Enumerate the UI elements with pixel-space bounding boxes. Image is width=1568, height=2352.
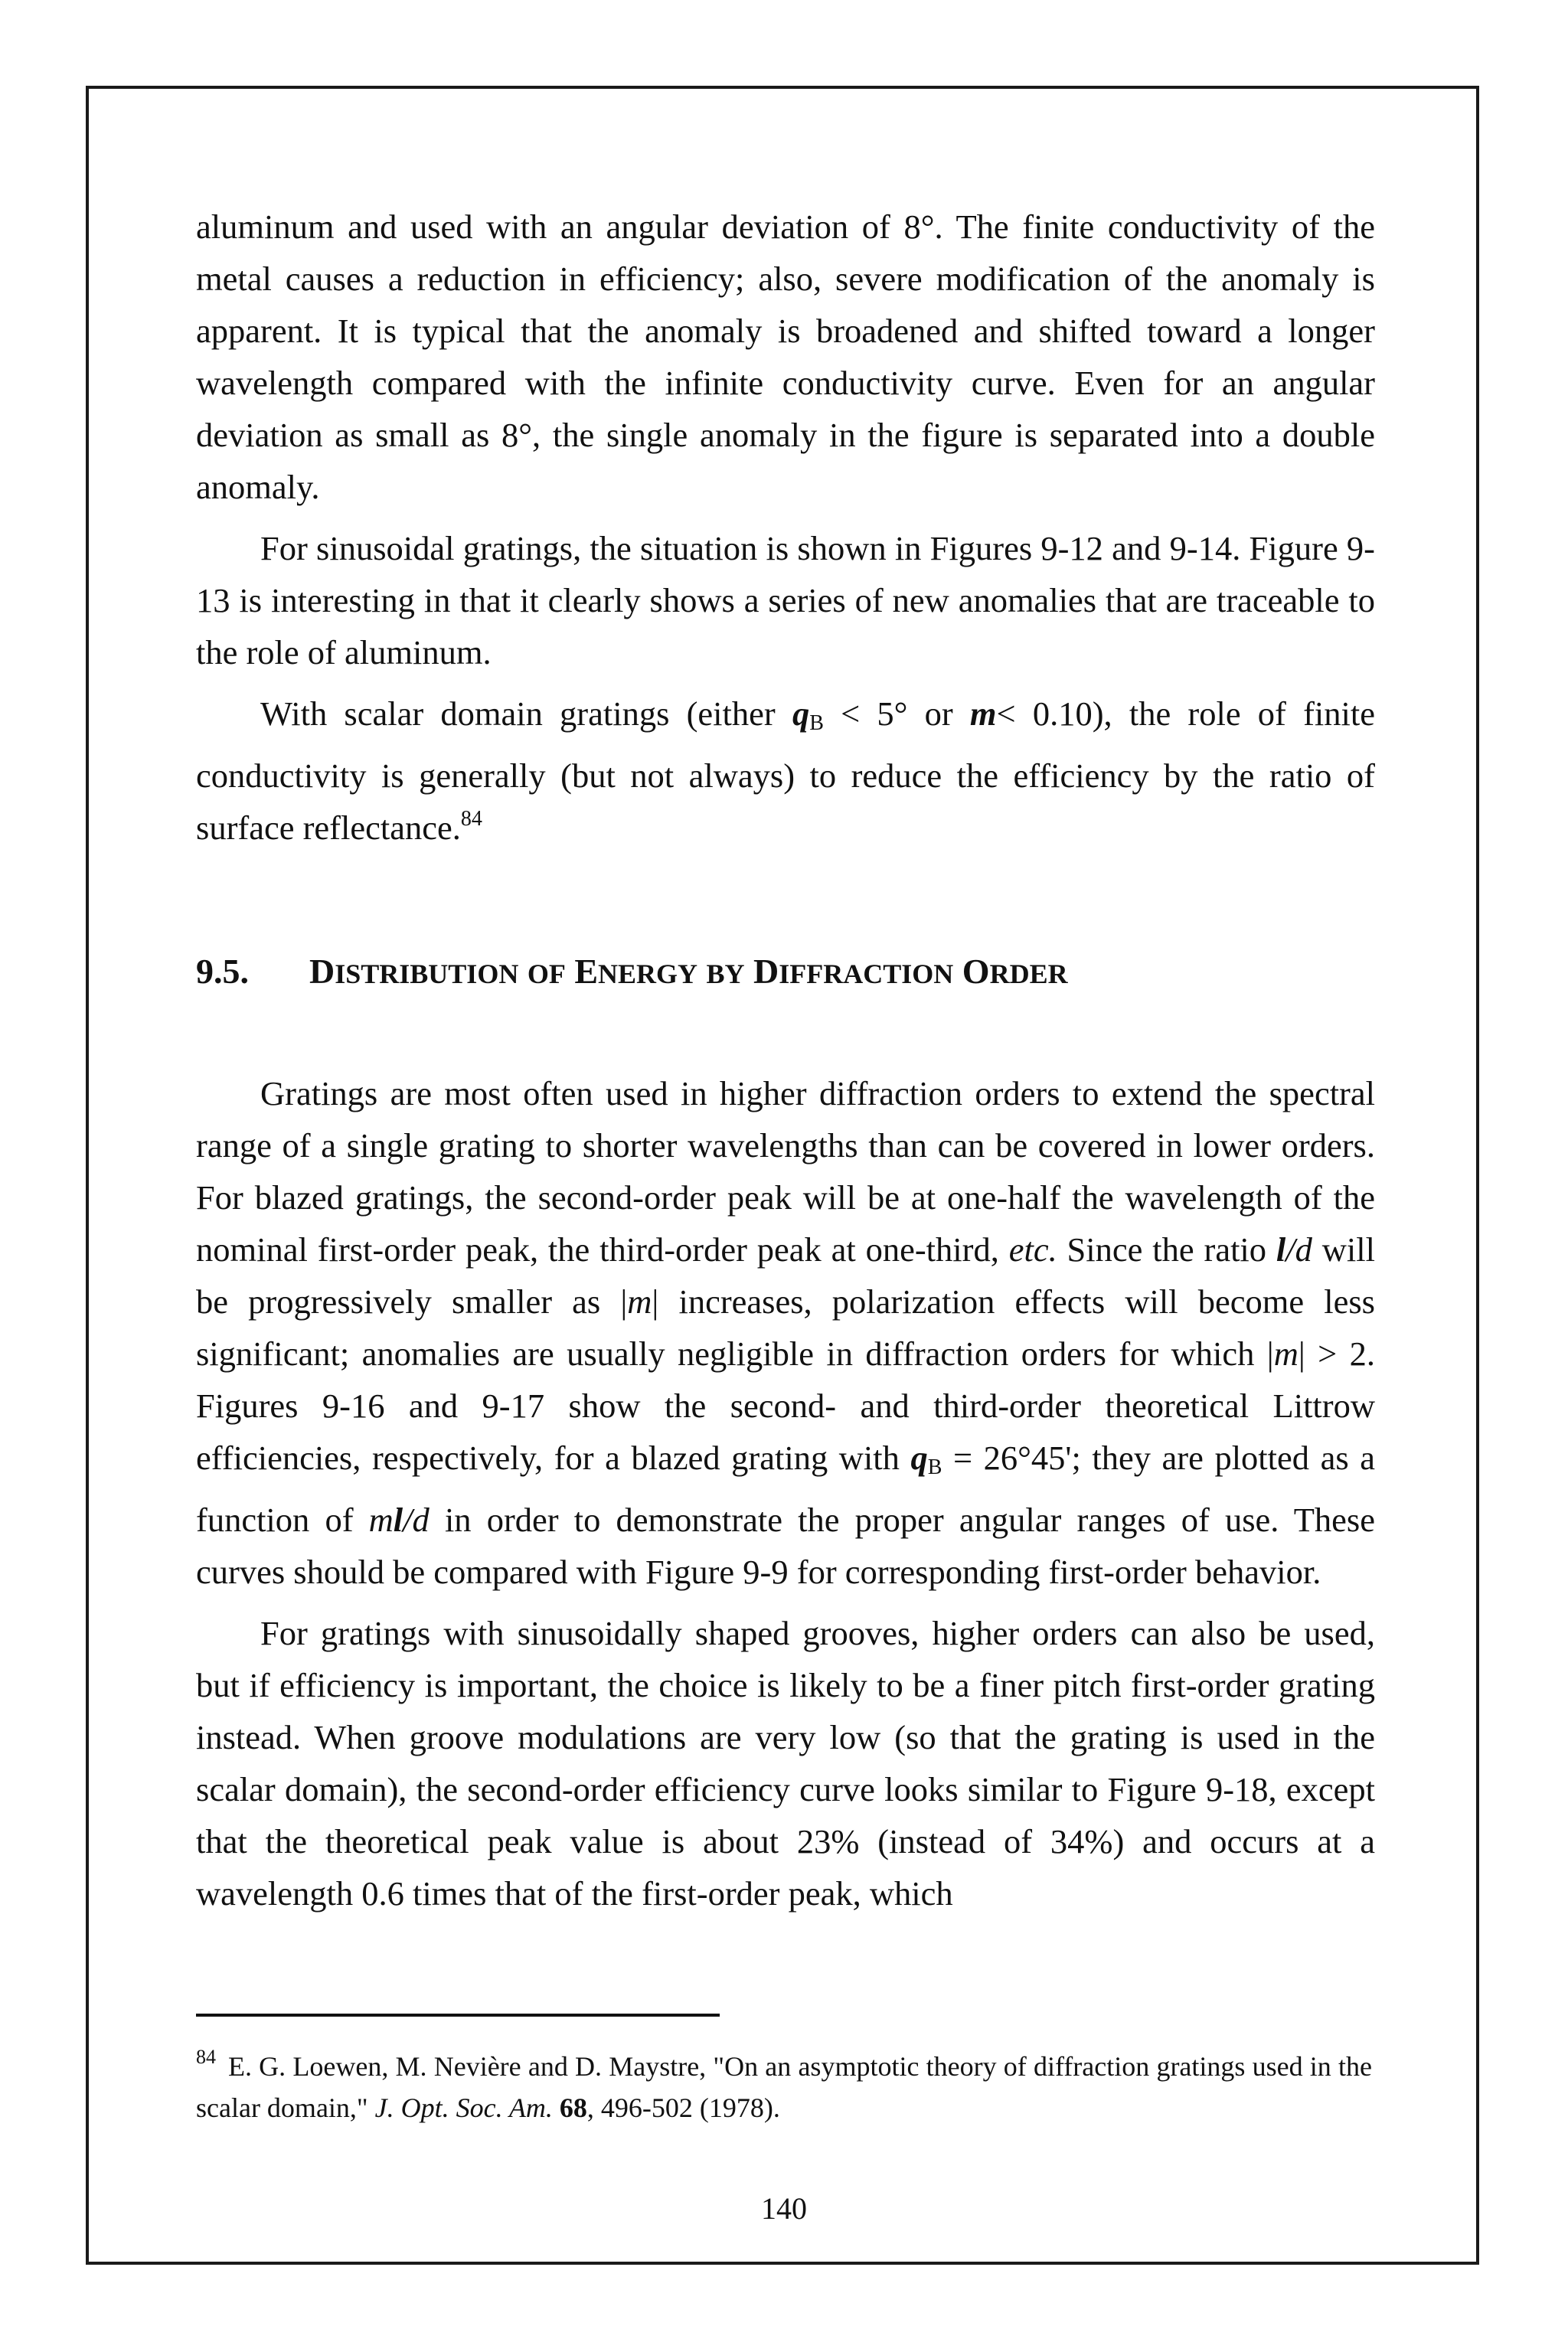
journal-volume: 68 [559,2092,587,2123]
paragraph-5: For gratings with sinusoidally shaped grooves, higher orders can also be used, but if efficiency is important, the choice is likely to be a finer pitch first-order grating instead. When groove modulations are very low (so that the grating is used in the scalar domain), the second-order efficiency curve looks similar to Figure 9-18, except that the theoretical peak value is about 23% (instead of 34%) and occurs at a wavelength 0.6 times that of the first-order peak, which [196,1614,1375,1913]
footnote: $^{84}$ E. G. Loewen, M. Nevière and D. Maystre, "On an asymptotic theory of diffraction gratings used in the scalar domain," J. Opt. Soc. Am. 68, 496-502 (1978). [196,2046,1372,2123]
paragraph-3 [196,688,1375,854]
paragraph-4: Gratings are most often used in higher diffraction orders to extend the spectral range of a single grating to shorter wavelengths than can be covered in lower orders. For blazed gratings, the second-order peak will be at one-half the wavelength of the nominal first-order peak, the third-order peak at one-third, etc. Since the ratio l/d will be progressively smaller as |m| increases, polarization effects will become less significant; anomalies are usually negligible in diffraction orders for which |m| > 2. Figures 9-16 and 9-17 show the second- and third-order theoretical Littrow efficiencies, respectively, for a blazed grating with $q_B = 26^\circ 45'$; they are plotted as a function of ml/d in order to demonstrate the proper angular ranges of use. These curves should be compared with Figure 9-9 for corresponding first-order behavior. [196,1074,1376,1591]
footnote-reference: 84 [460,807,482,831]
p3-text-2: < 5° or [823,694,970,733]
subscript-b: B [809,711,824,735]
paragraph-2: For sinusoidal gratings, the situation is shown in Figures 9-12 and 9-14. Figure 9-13 is interesting in that it clearly shows a series of new anomalies that are traceable to the role of aluminum. [196,529,1375,671]
section-number: 9.5. [196,952,249,991]
footnote-mark: 84 [196,2046,216,2068]
paragraph-1: aluminum and used with an angular deviation of 8°. The finite conductivity of the metal causes a reduction in efficiency; also, severe modification of the anomaly is apparent. It is typical that the anomaly is broadened and shifted toward a longer wavelength compared with the infinite conductivity curve. Even for an angular deviation as small as 8°, the single anomaly in the figure is separated into a double anomaly. [196,207,1375,506]
body-text [196,201,1375,1919]
page-number: 140 [761,2191,807,2226]
etc-italic: etc. [1008,1230,1057,1269]
journal-name: J. Opt. Soc. Am. [374,2092,553,2123]
p3-text-1: With scalar domain gratings (either [260,694,792,733]
theta-symbol: q [792,694,810,733]
section-heading [196,949,1375,997]
section-title: DISTRIBUTION OF ENERGY BY DIFFRACTION ORDER [309,952,1068,991]
mu-symbol: m [969,694,997,733]
p3-text-3: < 0.10), the role of finite conductivity is generally (but not always) to reduce the efficiency by the ratio of surface reflectance. [196,694,1375,847]
lambda-symbol-2: l [393,1501,403,1539]
lambda-symbol: l [1276,1230,1286,1269]
theta-symbol-2: q [910,1439,928,1477]
footnote-rule [196,2014,720,2017]
